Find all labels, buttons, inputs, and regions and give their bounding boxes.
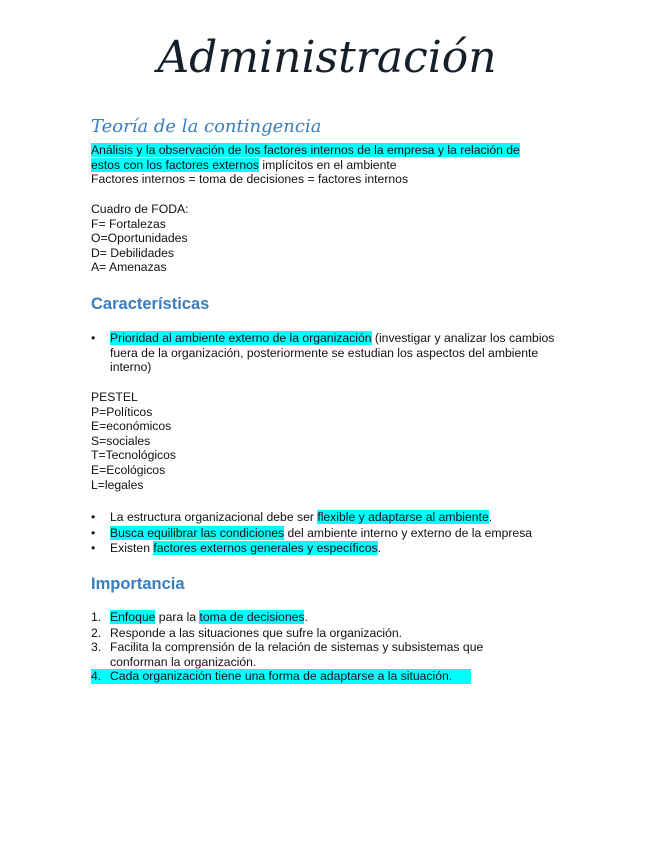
number-marker: 4. [91,669,102,684]
document-title [0,24,655,94]
intro-line3: Factores internos = toma de decisiones = factores internos [91,172,409,187]
intro-line2-rest: implícitos en el ambiente [259,157,397,172]
section-subtitle [91,110,351,142]
foda-item: A= Amenazas [91,260,167,275]
importancia-2: Responde a las situaciones que sufre la organización. [110,625,403,640]
pestel-item: P=Políticos [91,404,153,419]
foda-item: F= Fortalezas [91,216,166,231]
importancia-3: Facilita la comprensión de la relación de sistemas y subsistemas que conforman la organización. [110,640,484,669]
list-item [91,640,510,669]
pestel-block [91,390,561,492]
list-item [91,610,561,625]
heading-importancia: Importancia [91,575,185,593]
estructura-list [91,510,571,556]
foda-item: O=Oportunidades [91,231,188,246]
bullet2-2-post: del ambiente interno y externo de la empresa [284,525,533,540]
list-item [91,669,561,684]
intro-line1-highlight: Análisis y la observación de los factores internos de la empresa y la relación de [91,143,520,157]
list-item [91,331,561,375]
intro-paragraph [91,143,561,187]
list-item [91,541,571,556]
pestel-heading: PESTEL [91,390,138,404]
list-item [91,510,571,525]
bullet-marker: • [91,510,96,524]
bullet2-1-highlight: flexible y adaptarse al ambiente [317,510,489,524]
bullet2-3-highlight: factores externos generales y específicos [153,541,378,556]
bullet2-1-pre: La estructura organizacional debe ser [110,510,318,524]
number-marker: 1. [91,610,102,624]
bullet2-3-post: . [377,541,381,556]
title-text: Administración [157,32,497,83]
heading-caracteristicas: Características [91,295,210,313]
bullet2-2-highlight: Busca equilibrar las condiciones [110,525,285,540]
list-item [91,626,561,641]
importancia-1-highlight: Enfoque [110,610,156,624]
importancia-1-post: . [304,610,308,624]
pestel-item: E=económicos [91,419,172,434]
caracteristicas-bullet1-highlight: Prioridad al ambiente externo de la organización [110,331,372,345]
pestel-item: L=legales [91,477,144,492]
subtitle-text: Teoría de la contingencia [91,116,322,137]
list-item [91,526,571,541]
foda-heading: Cuadro de FODA: [91,202,189,216]
foda-item: D= Debilidades [91,245,174,260]
importancia-4: Cada organización tiene una forma de adaptarse a la situación. [110,669,453,684]
bullet-marker: • [91,331,96,345]
importancia-1-mid: para la [155,610,200,624]
pestel-item: E=Ecológicos [91,462,166,477]
bullet2-3-pre: Existen [110,541,154,556]
bullet-marker: • [91,525,96,540]
importancia-1-highlight2: toma de decisiones [199,610,305,624]
bullet2-1-post: . [488,510,493,524]
caracteristicas-list [91,331,561,375]
importancia-list [91,610,561,684]
pestel-item: T=Tecnológicos [91,448,177,463]
foda-block [91,202,561,275]
intro-line2-highlight: estos con los factores externos [91,157,260,172]
number-marker: 3. [91,640,102,655]
caracteristicas-bullet1-rest: (investigar y analizar los cambios fuera de la organización, posteriormente se estudian los aspectos del ambiente interno) [110,331,555,375]
bullet-marker: • [91,541,96,556]
pestel-item: S=sociales [91,433,151,448]
number-marker: 2. [91,625,102,640]
